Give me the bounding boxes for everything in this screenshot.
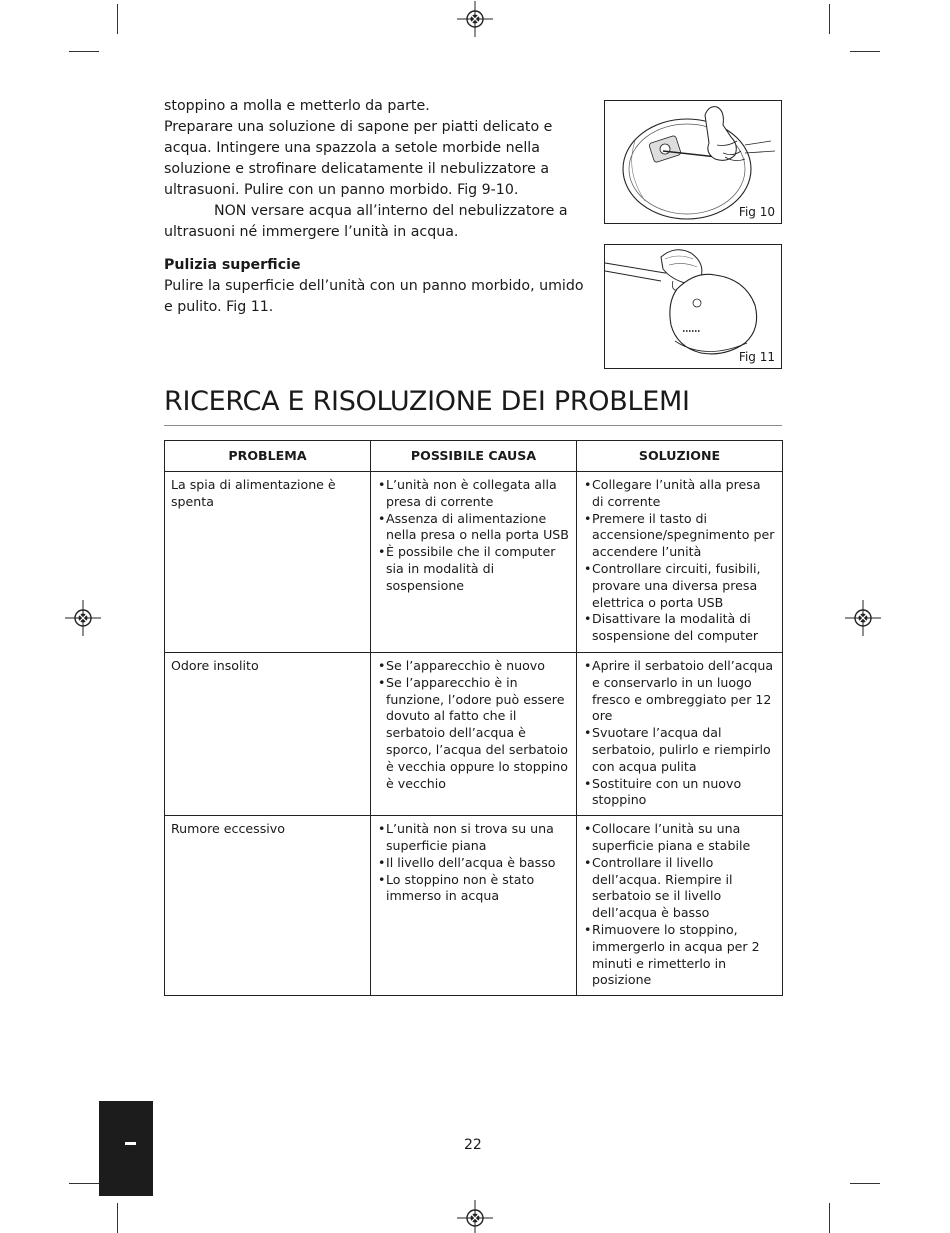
cause-item: • Se l’apparecchio è in funzione, l’odore può essere dovuto al fatto che il serbatoio dell’acqua è sporco, l’acqua del serbatoio è vecchia oppure lo stoppino è vecchio	[377, 675, 570, 793]
crop-mark	[829, 1203, 830, 1233]
solution-item: • Aprire il serbatoio dell’acqua e conservarlo in un luogo fresco e ombreggiato per 12 ore	[583, 658, 776, 725]
solution-item: • Rimuovere lo stoppino, immergerlo in acqua per 2 minuti e rimetterlo in posizione	[583, 922, 776, 989]
crop-mark	[117, 4, 118, 34]
column-header-problem: PROBLEMA	[165, 441, 371, 472]
figure-10-label: Fig 10	[738, 205, 775, 219]
solution-item: • Svuotare l’acqua dal serbatoio, pulirlo e riempirlo con acqua pulita	[583, 725, 776, 775]
cause-cell	[371, 816, 577, 996]
cause-item: • L’unità non è collegata alla presa di corrente	[377, 477, 570, 511]
solution-cell	[577, 472, 783, 653]
cause-item: • È possibile che il computer sia in modalità di sospensione	[377, 544, 570, 594]
column-header-solution: SOLUZIONE	[577, 441, 783, 472]
crop-mark	[850, 1183, 880, 1184]
solution-item: • Collegare l’unità alla presa di corrente	[583, 477, 776, 511]
troubleshooting-table	[164, 440, 783, 996]
language-tab-marker	[99, 1101, 153, 1196]
problem-cell: Rumore eccessivo	[165, 816, 371, 996]
registration-mark-icon	[457, 1200, 493, 1233]
figure-11	[604, 244, 782, 369]
cause-item: • Assenza di alimentazione nella presa o nella porta USB	[377, 511, 570, 545]
intro-line: stoppino a molla e metterlo da parte.	[164, 98, 430, 114]
cause-item: • Il livello dell’acqua è basso	[377, 855, 570, 872]
figure-10	[604, 100, 782, 224]
solution-item: • Controllare circuiti, fusibili, provare una diversa presa elettrica o porta USB	[583, 561, 776, 611]
table-row	[165, 653, 783, 816]
table-header-row	[165, 441, 783, 472]
solution-item: • Disattivare la modalità di sospensione del computer	[583, 611, 776, 645]
crop-mark	[69, 51, 99, 52]
solution-item: • Collocare l’unità su una superficie piana e stabile	[583, 821, 776, 855]
crop-mark	[117, 1203, 118, 1233]
solution-item: • Controllare il livello dell’acqua. Riempire il serbatoio se il livello dell’acqua è basso	[583, 855, 776, 922]
table-row	[165, 472, 783, 653]
cause-cell	[371, 653, 577, 816]
page-number: 22	[464, 1137, 482, 1153]
solution-item: • Sostituire con un nuovo stoppino	[583, 776, 776, 810]
problem-cell: La spia di alimentazione è spenta	[165, 472, 371, 653]
warning-text: NON versare acqua all’interno del nebulizzatore a ultrasuoni né immergere l’unità in acqua.	[164, 203, 568, 240]
surface-cleaning-text: Pulire la superficie dell’unità con un panno morbido, umido e pulito. Fig 11.	[164, 278, 584, 315]
solution-item: • Premere il tasto di accensione/spegnimento per accendere l’unità	[583, 511, 776, 561]
registration-mark-icon	[845, 600, 881, 636]
column-header-cause: POSSIBILE CAUSA	[371, 441, 577, 472]
solution-cell	[577, 653, 783, 816]
surface-cleaning-heading: Pulizia superficie	[164, 257, 301, 273]
cause-item: • Lo stoppino non è stato immerso in acqua	[377, 872, 570, 906]
section-title: RICERCA E RISOLUZIONE DEI PROBLEMI	[164, 386, 690, 417]
crop-mark	[829, 4, 830, 34]
cause-item: • Se l’apparecchio è nuovo	[377, 658, 570, 675]
cause-item: • L’unità non si trova su una superficie piana	[377, 821, 570, 855]
solution-cell	[577, 816, 783, 996]
crop-mark	[69, 1183, 99, 1184]
cause-cell	[371, 472, 577, 653]
tab-marker-dash	[125, 1142, 136, 1145]
table-row	[165, 816, 783, 996]
problem-cell: Odore insolito	[165, 653, 371, 816]
figure-11-label: Fig 11	[738, 350, 775, 364]
registration-mark-icon	[65, 600, 101, 636]
cleaning-instructions: Preparare una soluzione di sapone per piatti delicato e acqua. Intingere una spazzola a setole morbide nella soluzione e strofinare delicatamente il nebulizzatore a ultrasuoni. Pulire con un panno morbido. Fig 9-10.	[164, 119, 553, 198]
crop-mark	[850, 51, 880, 52]
registration-mark-icon	[457, 1, 493, 37]
title-divider	[164, 425, 782, 426]
intro-text-block	[164, 96, 596, 318]
